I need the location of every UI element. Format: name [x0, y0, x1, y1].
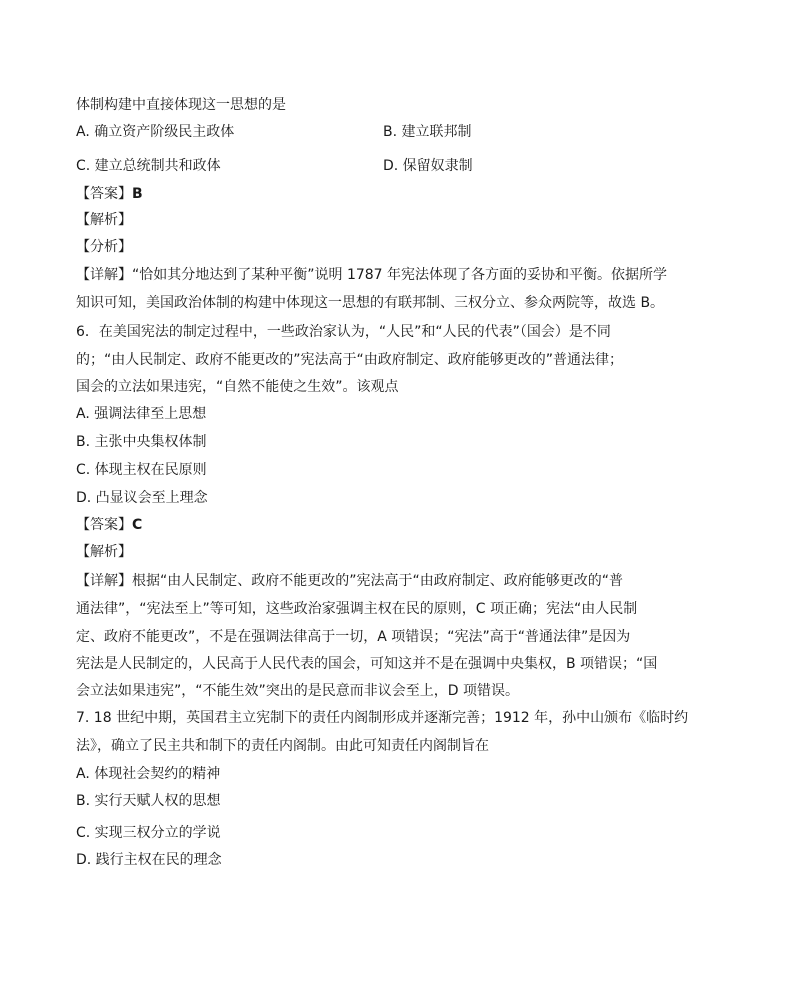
q6-option-b: B. 主张中央集权体制 — [76, 434, 207, 450]
q6-stem-line-3: 国会的立法如果违宪，“自然不能使之生效”。该观点 — [76, 379, 399, 395]
q7-stem-line-2: 法》，确立了民主共和制下的责任内阁制。由此可知责任内阁制旨在 — [76, 738, 489, 754]
q5-answer-value: B — [132, 186, 143, 202]
q5-answer-row — [76, 184, 143, 204]
q6-answer-value: C — [132, 517, 143, 533]
q7-stem-line-1: 7. 18 世纪中期，英国君主立宪制下的责任内阁制形成并逐渐完善；1912 年，孙中山颁布《临时约 — [76, 710, 689, 726]
q6-answer-row — [76, 515, 142, 535]
q5-detail-text-1: “恰如其分地达到了某种平衡”说明 1787 年宪法体现了各方面的妥协和平衡。依据所学 — [132, 267, 668, 283]
q5-option-a: A. 确立资产阶级民主政体 — [76, 124, 235, 140]
q6-detail-line-4: 宪法是人民制定的，人民高于人民代表的国会，可知这并不是在强调中央集权，B 项错误；“国 — [76, 656, 658, 672]
q6-stem-line-1: 6．在美国宪法的制定过程中，一些政治家认为，“人民”和“人民的代表”（国会）是不同 — [76, 324, 611, 340]
q5-stem-tail: 体制构建中直接体现这一思想的是 — [76, 97, 286, 113]
q5-option-c: C. 建立总统制共和政体 — [76, 158, 221, 174]
q7-option-a: A. 体现社会契约的精神 — [76, 766, 221, 782]
q5-detail-line-1 — [76, 265, 667, 285]
q6-detail-label: 【详解】 — [76, 573, 132, 589]
q5-detail-line-2: 知识可知，美国政治体制的构建中体现这一思想的有联邦制、三权分立、参众两院等，故选 B。 — [76, 295, 665, 311]
q6-analysis-label: 【解析】 — [76, 544, 132, 560]
q6-option-d: D. 凸显议会至上理念 — [76, 490, 208, 506]
q5-fenxi-label: 【分析】 — [76, 239, 132, 255]
q7-option-d: D. 践行主权在民的理念 — [76, 852, 222, 868]
q6-stem-line-2: 的；“由人民制定、政府不能更改的”宪法高于“由政府制定、政府能够更改的”普通法律； — [76, 352, 624, 368]
q6-option-a: A. 强调法律至上思想 — [76, 406, 207, 422]
q7-option-c: C. 实现三权分立的学说 — [76, 825, 221, 841]
q5-answer-label: 【答案】 — [76, 186, 132, 202]
q6-detail-line-2: 通法律”，“宪法至上”等可知，这些政治家强调主权在民的原则，C 项正确；宪法“由人民制 — [76, 601, 638, 617]
q6-detail-line-3: 定、政府不能更改”，不是在强调法律高于一切，A 项错误；“宪法”高于“普通法律”是因为 — [76, 629, 631, 645]
q5-option-d: D. 保留奴隶制 — [383, 158, 473, 174]
q6-detail-line-5: 会立法如果违宪”，“不能生效”突出的是民意而非议会至上，D 项错误。 — [76, 683, 519, 699]
q6-detail-text-1: 根据“由人民制定、政府不能更改的”宪法高于“由政府制定、政府能够更改的“普 — [132, 573, 624, 589]
q7-option-b: B. 实行天赋人权的思想 — [76, 793, 221, 809]
q6-answer-label: 【答案】 — [76, 517, 132, 533]
q6-detail-line-1 — [76, 571, 623, 591]
q5-analysis-label: 【解析】 — [76, 212, 132, 228]
q5-detail-label: 【详解】 — [76, 267, 132, 283]
q5-option-b: B. 建立联邦制 — [383, 124, 472, 140]
q6-option-c: C. 体现主权在民原则 — [76, 462, 207, 478]
